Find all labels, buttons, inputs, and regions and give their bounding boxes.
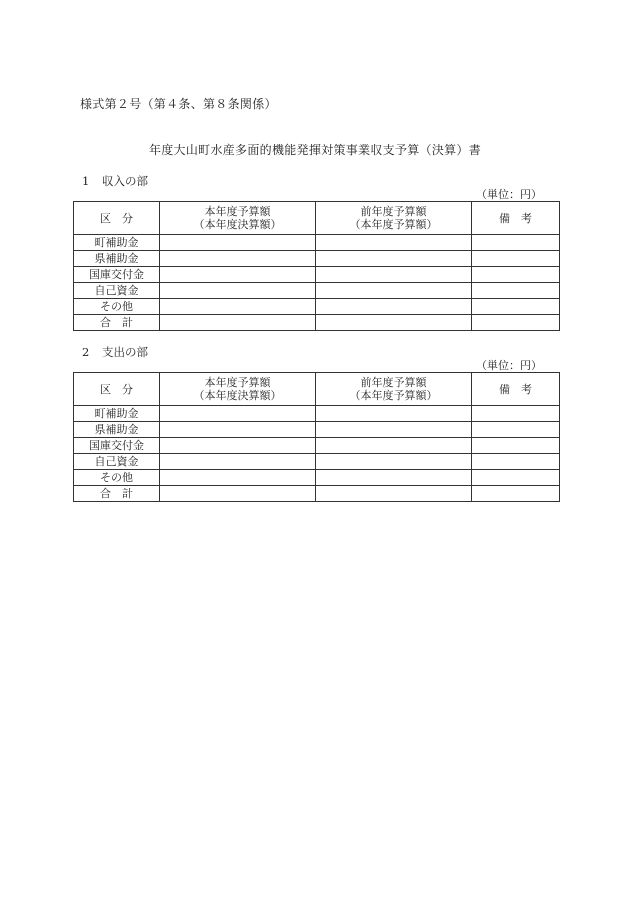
row-label: 自己資金 <box>74 283 160 299</box>
header-remarks: 備 考 <box>472 202 560 235</box>
document-title: 年度大山町水産多面的機能発揮対策事業収支予算（決算）書 <box>148 143 482 157</box>
remarks-cell[interactable] <box>472 470 560 486</box>
remarks-cell[interactable] <box>472 251 560 267</box>
form-number: 様式第２号（第４条、第８条関係） <box>80 97 277 111</box>
current-cell[interactable] <box>160 251 316 267</box>
section-title: 支出の部 <box>102 345 148 359</box>
header-previous-line1: 前年度予算額 <box>360 205 427 218</box>
header-category: 区 分 <box>74 373 160 406</box>
section-number: 2 <box>82 345 90 359</box>
row-label-total: 合 計 <box>74 315 160 331</box>
unit-label: （単位：円） <box>476 188 542 201</box>
header-previous-line2: （本年度予算額） <box>349 218 438 231</box>
remarks-cell[interactable] <box>472 486 560 502</box>
table-header-row <box>74 373 560 406</box>
previous-cell[interactable] <box>316 315 472 331</box>
row-label: 町補助金 <box>74 406 160 422</box>
previous-cell[interactable] <box>316 299 472 315</box>
previous-cell[interactable] <box>316 470 472 486</box>
table-header-row <box>74 202 560 235</box>
header-previous-line1: 前年度予算額 <box>360 376 427 389</box>
section-number: 1 <box>82 174 90 188</box>
previous-cell[interactable] <box>316 454 472 470</box>
previous-cell[interactable] <box>316 267 472 283</box>
table-row <box>74 267 560 283</box>
current-cell[interactable] <box>160 299 316 315</box>
previous-cell[interactable] <box>316 283 472 299</box>
row-label: 町補助金 <box>74 235 160 251</box>
remarks-cell[interactable] <box>472 438 560 454</box>
table-row <box>74 299 560 315</box>
row-label: 県補助金 <box>74 422 160 438</box>
header-current-year <box>160 202 316 235</box>
remarks-cell[interactable] <box>472 454 560 470</box>
remarks-cell[interactable] <box>472 406 560 422</box>
previous-cell[interactable] <box>316 235 472 251</box>
current-cell[interactable] <box>160 454 316 470</box>
section-heading-income <box>82 173 148 189</box>
header-remarks: 備 考 <box>472 373 560 406</box>
current-cell[interactable] <box>160 470 316 486</box>
remarks-cell[interactable] <box>472 235 560 251</box>
remarks-cell[interactable] <box>472 283 560 299</box>
table-row <box>74 235 560 251</box>
table-row <box>74 470 560 486</box>
table-row <box>74 454 560 470</box>
table-row <box>74 251 560 267</box>
unit-label: （単位：円） <box>476 359 542 372</box>
header-category: 区 分 <box>74 202 160 235</box>
previous-cell[interactable] <box>316 438 472 454</box>
current-cell[interactable] <box>160 486 316 502</box>
current-cell[interactable] <box>160 267 316 283</box>
row-label: その他 <box>74 299 160 315</box>
table-row <box>74 438 560 454</box>
header-previous-year <box>316 373 472 406</box>
row-label: 国庫交付金 <box>74 267 160 283</box>
section-heading-expenditure <box>82 344 148 360</box>
section-title: 収入の部 <box>102 174 148 188</box>
remarks-cell[interactable] <box>472 315 560 331</box>
header-current-line1: 本年度予算額 <box>204 376 271 389</box>
header-previous-line2: （本年度予算額） <box>349 389 438 402</box>
header-current-line2: （本年度決算額） <box>193 389 282 402</box>
previous-cell[interactable] <box>316 422 472 438</box>
current-cell[interactable] <box>160 235 316 251</box>
current-cell[interactable] <box>160 315 316 331</box>
previous-cell[interactable] <box>316 486 472 502</box>
row-label-total: 合 計 <box>74 486 160 502</box>
row-label: 自己資金 <box>74 454 160 470</box>
remarks-cell[interactable] <box>472 267 560 283</box>
table-row-total <box>74 486 560 502</box>
table-row <box>74 406 560 422</box>
expenditure-table <box>73 372 560 502</box>
row-label: その他 <box>74 470 160 486</box>
table-row-total <box>74 315 560 331</box>
table-row <box>74 422 560 438</box>
header-current-line2: （本年度決算額） <box>193 218 282 231</box>
previous-cell[interactable] <box>316 251 472 267</box>
current-cell[interactable] <box>160 438 316 454</box>
current-cell[interactable] <box>160 283 316 299</box>
current-cell[interactable] <box>160 406 316 422</box>
remarks-cell[interactable] <box>472 422 560 438</box>
remarks-cell[interactable] <box>472 299 560 315</box>
row-label: 国庫交付金 <box>74 438 160 454</box>
row-label: 県補助金 <box>74 251 160 267</box>
header-current-year <box>160 373 316 406</box>
header-previous-year <box>316 202 472 235</box>
previous-cell[interactable] <box>316 406 472 422</box>
income-table <box>73 201 560 331</box>
current-cell[interactable] <box>160 422 316 438</box>
table-row <box>74 283 560 299</box>
header-current-line1: 本年度予算額 <box>204 205 271 218</box>
